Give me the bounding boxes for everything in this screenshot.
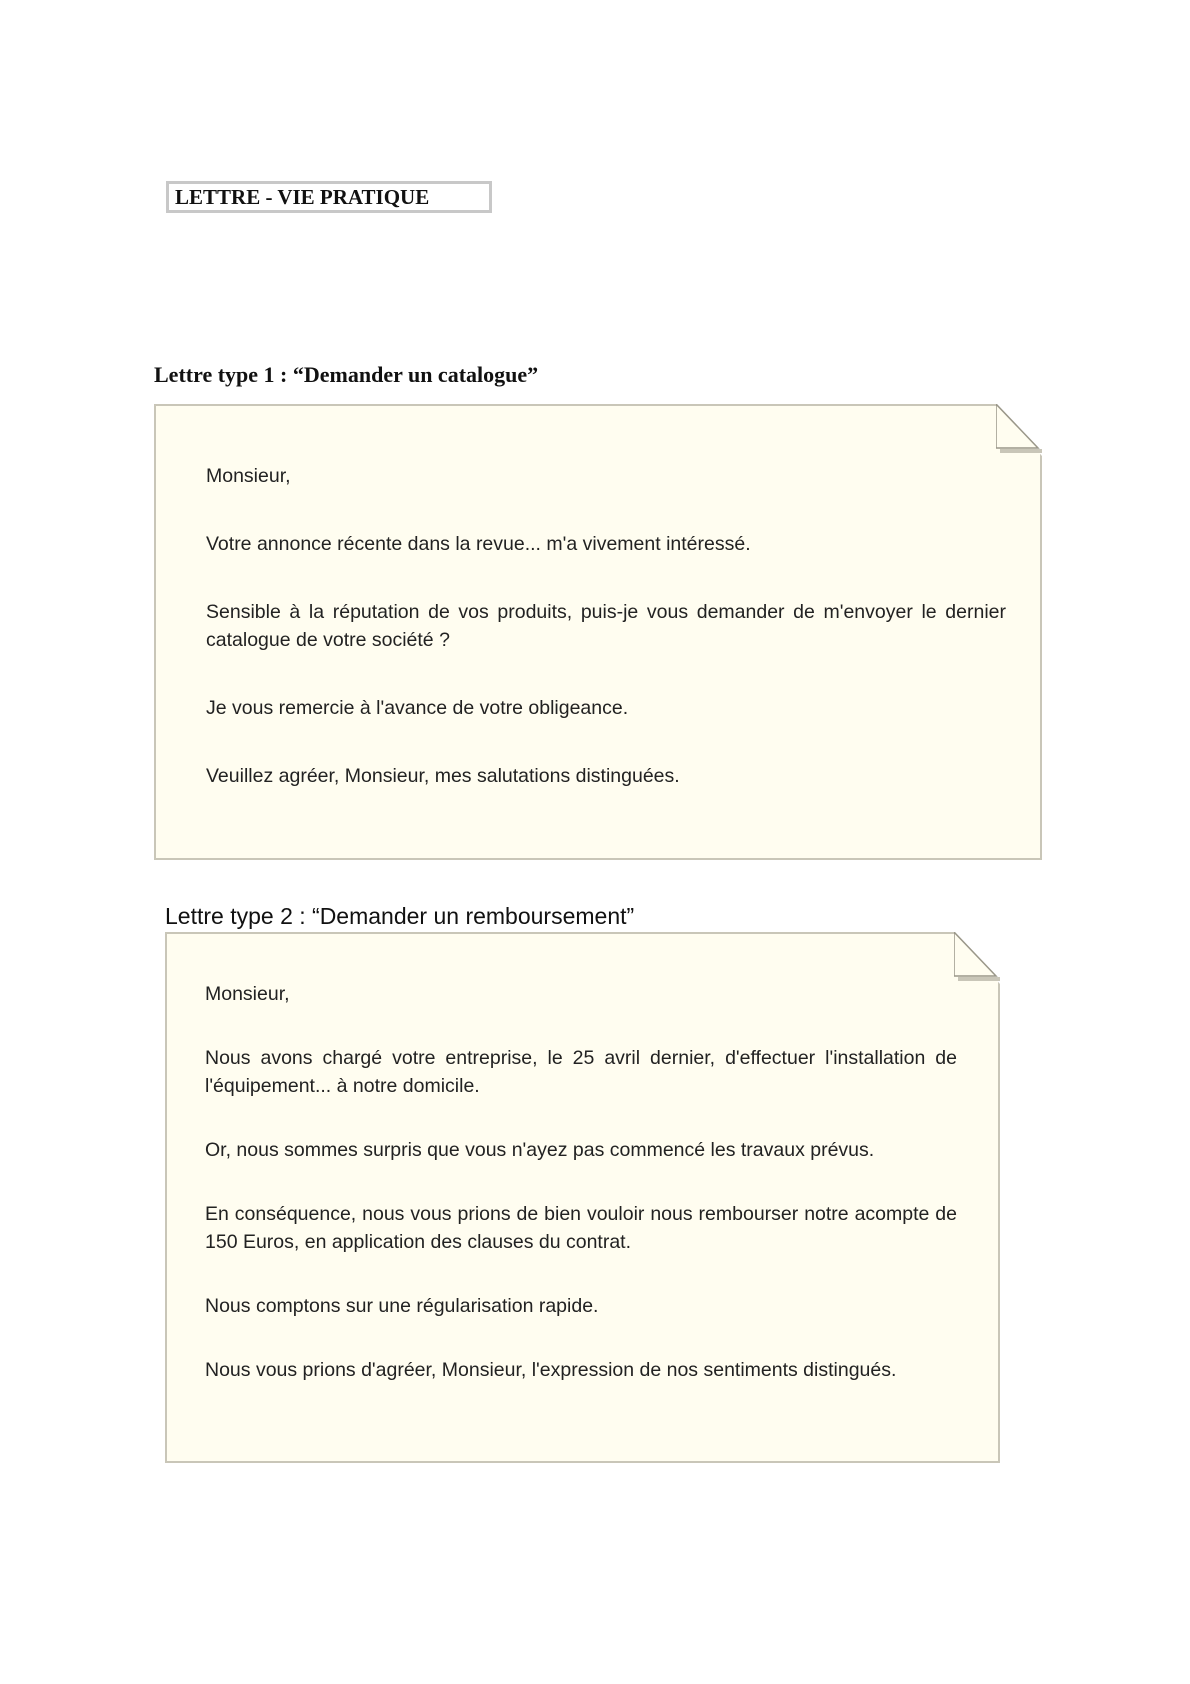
letter-1-heading: Lettre type 1 : “Demander un catalogue” [154,362,539,387]
letter-2-paragraph: Nous avons chargé votre entreprise, le 25 avril dernier, d'effectuer l'installation de l'équipement... à notre domicile. [205,1047,957,1097]
letter-2-paragraph: Or, nous sommes surpris que vous n'ayez pas commencé les travaux prévus. [205,1139,875,1161]
letter-1-paragraph: Sensible à la réputation de vos produits, puis-je vous demander de m'envoyer le dernier catalogue de votre société ? [206,601,1006,651]
document-title: LETTRE - VIE PRATIQUE [166,181,492,213]
letter-1-note [154,404,1042,860]
letter-1-paragraph: Votre annonce récente dans la revue... m'a vivement intéressé. [206,533,751,555]
letter-1-closing: Veuillez agréer, Monsieur, mes salutations distinguées. [206,765,680,787]
letter-2-paragraph: Nous comptons sur une régularisation rapide. [205,1295,599,1317]
folded-corner-icon [996,404,1042,456]
letter-2-closing: Nous vous prions d'agréer, Monsieur, l'expression de nos sentiments distingués. [205,1359,897,1381]
folded-corner-icon [954,932,1000,984]
letter-2-paragraph: En conséquence, nous vous prions de bien vouloir nous rembourser notre acompte de 150 Euros, en application des clauses du contrat. [205,1203,957,1253]
letter-1-paragraph: Je vous remercie à l'avance de votre obligeance. [206,697,629,719]
letter-2-heading: Lettre type 2 : “Demander un remboursement” [165,903,635,929]
letter-2-salutation: Monsieur, [205,983,290,1005]
letter-2-note [165,932,1000,1463]
letter-1-salutation: Monsieur, [206,465,291,487]
